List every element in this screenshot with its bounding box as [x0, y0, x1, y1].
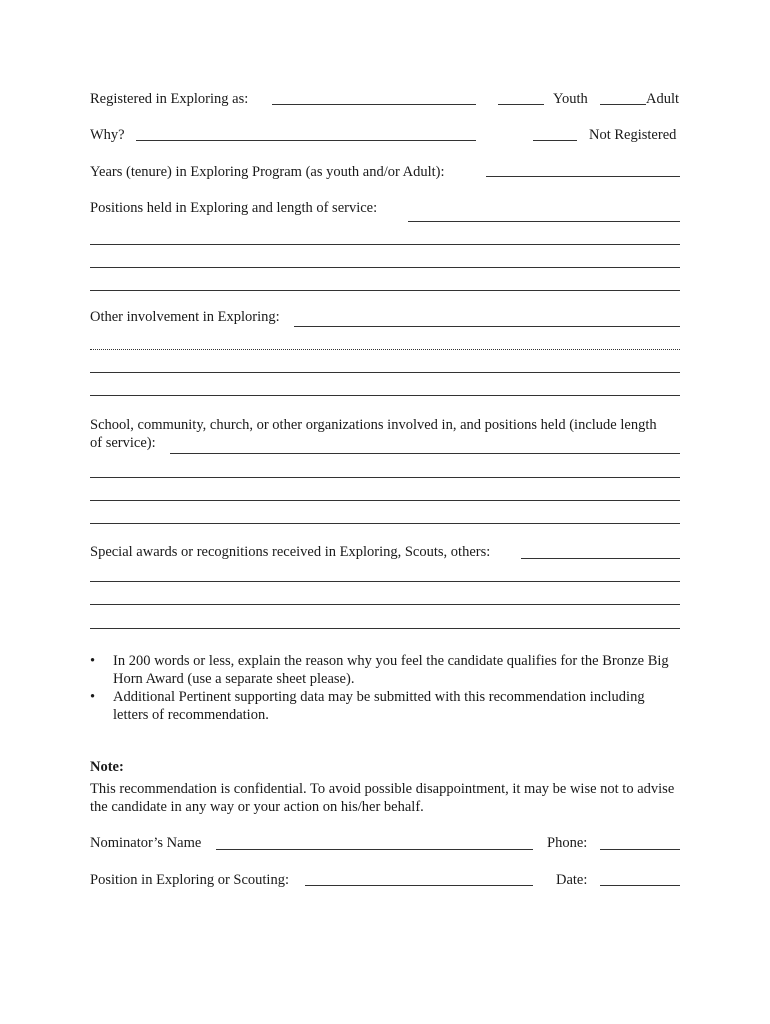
awards-line-2[interactable] [90, 581, 680, 582]
registered-field[interactable] [272, 104, 476, 105]
why-field[interactable] [136, 140, 476, 141]
other-involvement-line-3[interactable] [90, 372, 680, 373]
other-involvement-label: Other involvement in Exploring: [90, 309, 280, 325]
date-label: Date: [556, 872, 588, 888]
other-involvement-field[interactable] [294, 326, 680, 327]
instruction-bullet-1: In 200 words or less, explain the reason why you feel the candidate qualifies for the Bronze Big Horn Award (use a separate sheet please). [113, 653, 669, 687]
note-heading: Note: [90, 759, 124, 775]
bullet-marker: • [90, 689, 96, 705]
positions-line-3[interactable] [90, 267, 680, 268]
phone-field[interactable] [600, 849, 680, 850]
school-line-4[interactable] [90, 523, 680, 524]
instruction-bullet-2: Additional Pertinent supporting data may be submitted with this recommendation including letters of recommendation. [113, 689, 645, 723]
youth-label: Youth [553, 91, 588, 107]
nominator-label: Nominator’s Name [90, 835, 202, 851]
bullet-marker: • [90, 653, 96, 669]
tenure-field[interactable] [486, 176, 680, 177]
school-label-line2: of service): [90, 435, 156, 451]
other-involvement-line-2[interactable] [90, 349, 680, 350]
awards-label: Special awards or recognitions received in Exploring, Scouts, others: [90, 544, 491, 560]
adult-label: Adult [646, 91, 680, 107]
positions-field[interactable] [408, 221, 680, 222]
awards-field[interactable] [521, 558, 680, 559]
note-text: This recommendation is confidential. To avoid possible disappointment, it may be wise not to advise the candidate in any way or your action on his/her behalf. [90, 781, 675, 815]
position-label: Position in Exploring or Scouting: [90, 872, 289, 888]
registered-label: Registered in Exploring as: [90, 91, 249, 107]
nominator-name-field[interactable] [216, 849, 533, 850]
school-line-2[interactable] [90, 477, 680, 478]
positions-line-4[interactable] [90, 290, 680, 291]
school-line-3[interactable] [90, 500, 680, 501]
adult-checkbox-line[interactable] [600, 104, 646, 105]
positions-line-2[interactable] [90, 244, 680, 245]
position-field[interactable] [305, 885, 533, 886]
awards-line-3[interactable] [90, 604, 680, 605]
phone-label: Phone: [547, 835, 588, 851]
not-registered-label: Not Registered [589, 127, 677, 143]
youth-checkbox-line[interactable] [498, 104, 544, 105]
date-field[interactable] [600, 885, 680, 886]
school-label-line1: School, community, church, or other organizations involved in, and positions held (include length [90, 417, 657, 433]
why-label: Why? [90, 127, 125, 143]
awards-line-4[interactable] [90, 628, 680, 629]
tenure-label: Years (tenure) in Exploring Program (as youth and/or Adult): [90, 164, 445, 180]
school-field[interactable] [170, 453, 680, 454]
not-registered-checkbox-line[interactable] [533, 140, 577, 141]
other-involvement-line-4[interactable] [90, 395, 680, 396]
positions-label: Positions held in Exploring and length of service: [90, 200, 378, 216]
